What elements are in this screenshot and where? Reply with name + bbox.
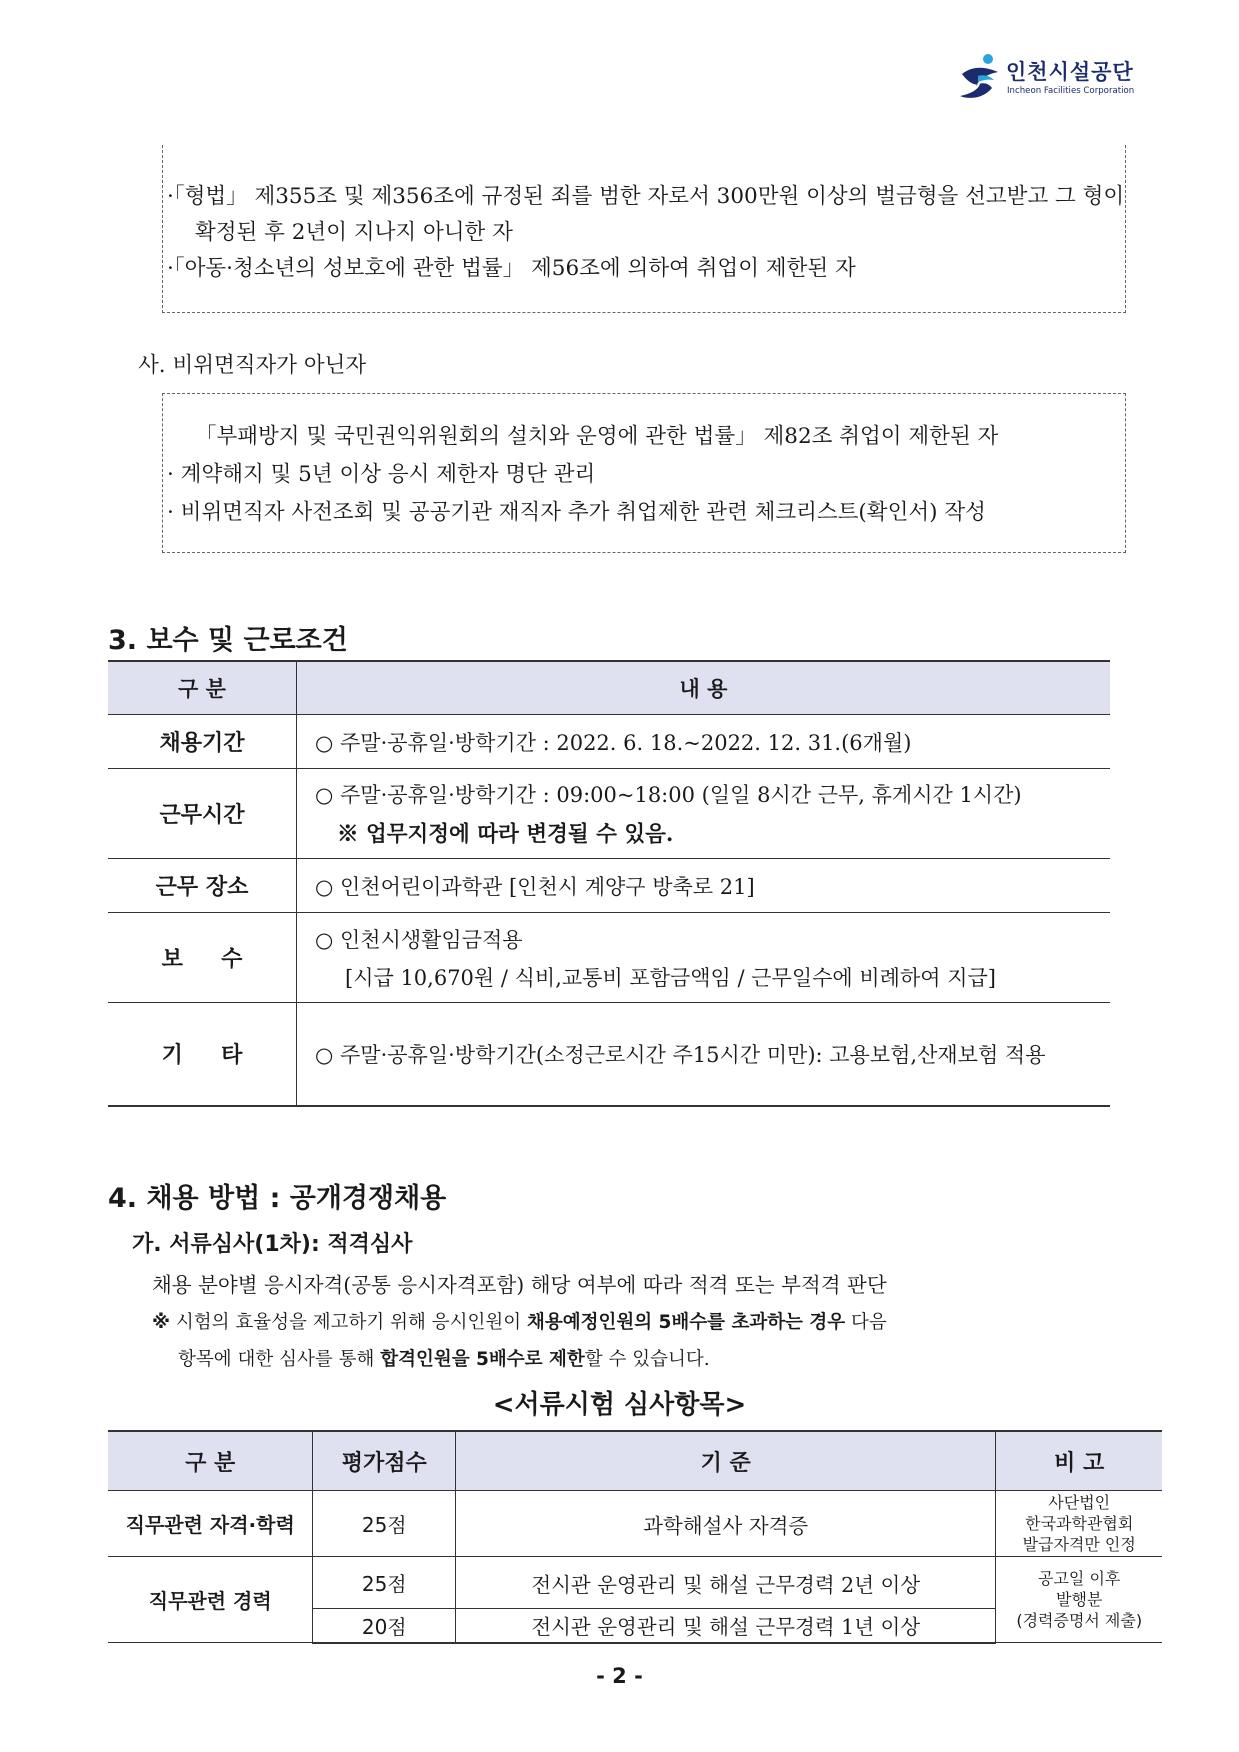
note-bold-2: 합격인원을 5배수로 제한 <box>380 1349 585 1370</box>
hours-note: ※ 업무지정에 따라 변경될 수 있음. <box>337 822 674 847</box>
logo-name-english: Incheon Facilities Corporation <box>1007 86 1135 96</box>
score-qualification: 25점 <box>313 1491 456 1557</box>
note-text-1: 시험의 효율성을 제고하기 위해 응시인원이 <box>175 1312 527 1333</box>
criterion-qualification: 과학해설사 자격증 <box>456 1491 996 1557</box>
row-content-location: ○ 인천어린이과학관 [인천시 계양구 방축로 21] <box>297 859 1111 913</box>
section4-description: 채용 분야별 응시자격(공통 응시자격포함) 해당 여부에 따라 적격 또는 부적격 판단 <box>152 1273 887 1297</box>
note-bold-1: 채용예정인원의 5배수를 초과하는 경우 <box>526 1312 846 1333</box>
category-experience: 직무관련 경력 <box>108 1557 313 1643</box>
logo-mark-icon <box>958 52 1004 102</box>
screening-table-title: <서류시험 심사항목> <box>492 1390 747 1420</box>
table-row <box>108 1557 1162 1609</box>
logo-name-korean: 인천시설공단 <box>1006 60 1134 84</box>
box2-line-1: 「부패방지 및 국민권익위원회의 설치와 운영에 관한 법률」 제82조 취업이 제한된 자 <box>195 424 999 449</box>
table-row <box>108 1491 1162 1557</box>
note-text-4: 할 수 있습니다. <box>584 1349 710 1370</box>
header-category: 구 분 <box>108 1431 313 1491</box>
row-label-hours: 근무시간 <box>108 769 297 859</box>
box2-line-2: · 계약해지 및 5년 이상 응시 제한자 명단 관리 <box>167 462 596 487</box>
note-line: 발행분 <box>1056 1590 1103 1609</box>
box1-line-3: ·「아동·청소년의 성보호에 관한 법률」 제56조에 의하여 취업이 제한된 자 <box>167 256 856 281</box>
row-content-hours <box>297 769 1111 859</box>
document-screening-table <box>108 1430 1162 1644</box>
category-qualification: 직무관련 자격·학력 <box>108 1491 313 1557</box>
row-label-etc: 기 타 <box>108 1003 297 1106</box>
table-row <box>108 859 1110 913</box>
row-content-period: ○ 주말·공휴일·방학기간 : 2022. 6. 18.~2022. 12. 31.(6개월) <box>297 715 1111 769</box>
note-text-3: 항목에 대한 심사를 통해 <box>178 1349 381 1370</box>
note-qualification <box>996 1491 1162 1557</box>
box1-line-1: ·「형법」 제355조 및 제356조에 규정된 죄를 범한 자로서 300만원 이상의 벌금형을 선고받고 그 형이 <box>167 184 1125 209</box>
note-line: (경력증명서 제출) <box>1016 1611 1143 1630</box>
header-note: 비 고 <box>996 1431 1162 1491</box>
note-line: 사단법인 <box>1048 1493 1111 1512</box>
table-row <box>108 715 1110 769</box>
section4-title: 4. 채용 방법 : 공개경쟁채용 <box>108 1183 447 1214</box>
row-label-location: 근무 장소 <box>108 859 297 913</box>
table-row <box>108 913 1110 1003</box>
header-content: 내 용 <box>297 661 1111 715</box>
header-criterion: 기 준 <box>456 1431 996 1491</box>
box2-line-3: · 비위면직자 사전조회 및 공공기관 재직자 추가 취업제한 관련 체크리스트(확인서) 작성 <box>167 500 986 525</box>
corporation-logo <box>958 52 1135 106</box>
section3-title: 3. 보수 및 근로조건 <box>108 625 348 656</box>
header-score: 평가점수 <box>313 1431 456 1491</box>
hours-line: ○ 주말·공휴일·방학기간 : 09:00~18:00 (일일 8시간 근무, 휴게시간 1시간) <box>315 783 1022 807</box>
note-experience <box>996 1557 1162 1643</box>
section-sa-label: 사. 비위면직자가 아닌자 <box>138 353 367 378</box>
note-line: 공고일 이후 <box>1038 1569 1121 1588</box>
section4-note-line-1 <box>152 1308 887 1334</box>
misconduct-dismissal-box <box>162 393 1126 553</box>
row-label-period: 채용기간 <box>108 715 297 769</box>
header-category: 구 분 <box>108 661 297 715</box>
section4-sub-ga: 가. 서류심사(1차): 적격심사 <box>132 1232 413 1257</box>
pay-line-2: [시급 10,670원 / 식비,교통비 포함금액임 / 근무일수에 비례하여 지급] <box>345 965 996 990</box>
disqualification-box-continued <box>162 145 1126 313</box>
note-line: 발급자격만 인정 <box>1022 1535 1136 1554</box>
table-header-row <box>108 1431 1162 1491</box>
pay-line-1: ○ 인천시생활임금적용 <box>315 927 523 952</box>
row-label-pay: 보 수 <box>108 913 297 1003</box>
row-content-etc: ○ 주말·공휴일·방학기간(소정근로시간 주15시간 미만): 고용보험,산재보험 적용 <box>297 1003 1111 1106</box>
row-content-pay <box>297 913 1111 1003</box>
score-experience-2y: 25점 <box>313 1557 456 1609</box>
box1-line-2: 확정된 후 2년이 지나지 아니한 자 <box>195 220 513 245</box>
score-experience-1y: 20점 <box>313 1609 456 1643</box>
page-number: - 2 - <box>596 1664 643 1688</box>
table-row <box>108 769 1110 859</box>
table-header-row <box>108 661 1110 715</box>
working-conditions-table <box>108 660 1110 1107</box>
criterion-experience-2y: 전시관 운영관리 및 해설 근무경력 2년 이상 <box>456 1557 996 1609</box>
table-row <box>108 1003 1110 1106</box>
criterion-experience-1y: 전시관 운영관리 및 해설 근무경력 1년 이상 <box>456 1609 996 1643</box>
note-text-2: 다음 <box>845 1312 887 1333</box>
section4-note-line-2 <box>178 1345 710 1371</box>
note-mark: ※ <box>152 1312 170 1333</box>
note-line: 한국과학관협회 <box>1025 1514 1134 1533</box>
